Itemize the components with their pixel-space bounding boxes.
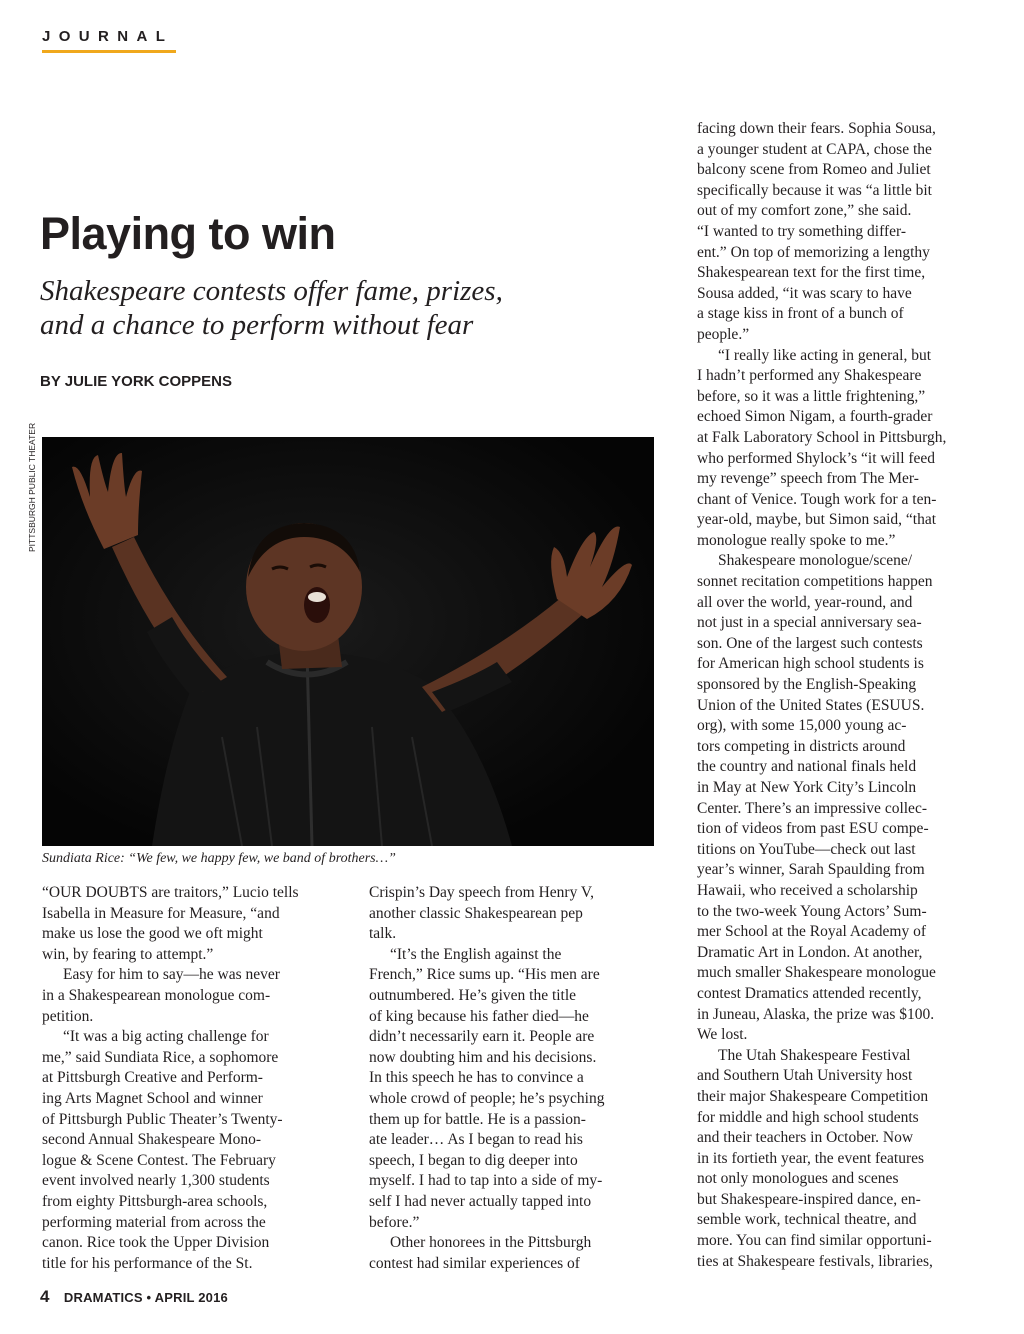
drop-in-lead: “OUR DOUBTS [42,884,148,901]
article-photo [42,437,654,846]
body-line: Shakespearean text for the first time, [697,264,926,282]
body-line: at Pittsburgh Creative and Perform- [42,1069,263,1087]
body-line: mer School at the Royal Academy of [697,923,926,941]
body-line: who performed Shylock’s “it will feed [697,449,936,467]
body-line: of Pittsburgh Public Theater’s Twenty- [42,1110,283,1128]
body-line: from eighty Pittsburgh-area schools, [42,1192,268,1210]
body-line: “I really like acting in general, but [718,346,932,364]
body-line: Center. There’s an impressive collec- [697,799,927,817]
body-line: petition. [42,1007,94,1025]
article-column-2 [369,883,659,1274]
photo-caption: Sundiata Rice: “We few, we happy few, we band of brothers…” [42,851,396,866]
body-line: Union of the United States (ESUUS. [697,696,925,714]
body-line: sponsored by the English-Speaking [697,676,917,694]
body-line: self I had never actually tapped into [369,1192,592,1210]
body-line: logue & Scene Contest. The February [42,1151,276,1169]
body-line: my revenge” speech from The Mer- [697,470,919,488]
body-line: Isabella in Measure for Measure, “and [42,904,280,922]
body-line: now doubting him and his decisions. [369,1048,597,1066]
body-line: contest Dramatics attended recently, [697,984,922,1002]
section-rule [42,50,176,53]
page-footer [40,1287,228,1307]
body-line: of king because his father died—he [369,1007,589,1025]
performer-illustration [42,437,654,846]
body-line: in its fortieth year, the event features [697,1149,925,1167]
body-line: their major Shakespeare Competition [697,1087,929,1105]
body-line: before.” [369,1213,420,1231]
body-line: another classic Shakespearean pep [369,904,583,922]
body-line: balcony scene from Romeo and Juliet [697,161,931,179]
body-line: Sousa added, “it was scary to have [697,284,912,302]
dek-line: and a chance to perform without fear [40,309,474,341]
body-line: “It’s the English against the [390,945,562,963]
body-line: a younger student at CAPA, chose the [697,140,932,158]
body-line: in a Shakespearean monologue com- [42,986,271,1004]
body-line: myself. I had to tap into a side of my- [369,1172,603,1190]
body-line: ing Arts Magnet School and winner [42,1089,263,1107]
body-line: them up for battle. He is a passion- [369,1110,586,1128]
body-text: are traitors,” Lucio tells [147,884,299,901]
body-line: chant of Venice. Tough work for a ten- [697,490,937,508]
body-line: didn’t necessarily earn it. People are [369,1028,595,1046]
body-line: echoed Simon Nigam, a fourth-grader [697,408,933,426]
body-line: semble work, technical theatre, and [697,1211,917,1229]
body-line: contest had similar experiences of [369,1254,580,1272]
photo-credit: PITTSBURGH PUBLIC THEATER [27,422,37,552]
body-line: second Annual Shakespeare Mono- [42,1131,262,1149]
body-line: Crispin’s Day speech from Henry V, [369,884,595,901]
body-line: Dramatic Art in London. At another, [697,943,923,961]
body-line: in May at New York City’s Lincoln [697,779,917,796]
body-line: tors competing in districts around [697,737,906,755]
body-line: ties at Shakespeare festivals, libraries, [697,1252,933,1270]
body-line: event involved nearly 1,300 students [42,1172,270,1190]
body-line: before, so it was a little frightening,” [697,387,926,405]
body-line: sonnet recitation competitions happen [697,573,933,591]
body-line: win, by fearing to attempt.” [42,945,214,963]
body-line: “I wanted to try something differ- [697,222,907,240]
body-line: I hadn’t performed any Shakespeare [697,367,922,385]
body-line: Easy for him to say—he was never [63,966,280,984]
body-line: Other honorees in the Pittsburgh [390,1234,592,1252]
body-line: me,” said Sundiata Rice, a sophomore [42,1048,279,1066]
body-line: Hawaii, who received a scholarship [697,881,918,899]
article-column-3 [697,119,997,1272]
body-line: but Shakespeare-inspired dance, en- [697,1190,921,1208]
byline: BY JULIE YORK COPPENS [40,373,232,390]
body-line: much smaller Shakespeare monologue [697,964,936,982]
body-line: out of my comfort zone,” she said. [697,202,912,220]
body-line: We lost. [697,1026,748,1044]
body-line: in Juneau, Alaska, the prize was $100. [697,1005,935,1023]
body-line: canon. Rice took the Upper Division [42,1234,270,1252]
body-line: monologue really spoke to me.” [697,531,896,549]
body-line: ate leader… As I began to read his [369,1131,583,1149]
body-line: “It was a big acting challenge for [63,1028,269,1046]
body-line: for American high school students is [697,655,924,673]
body-line: French,” Rice sums up. “His men are [369,966,600,984]
body-line: tion of videos from past ESU compe- [697,820,929,838]
body-line: The Utah Shakespeare Festival [718,1046,911,1064]
body-line: facing down their fears. Sophia Sousa, [697,120,936,137]
publication-info: DRAMATICS • APRIL 2016 [63,1290,228,1305]
body-line: and their teachers in October. Now [697,1129,914,1147]
body-line: at Falk Laboratory School in Pittsburgh, [697,428,947,446]
body-line: for middle and high school students [697,1108,919,1126]
body-line: more. You can find similar opportuni- [697,1232,932,1250]
body-line: title for his performance of the St. [42,1254,253,1272]
body-line: speech, I began to dig deeper into [369,1151,578,1169]
body-line: talk. [369,925,397,943]
article-headline: Playing to win [40,208,336,259]
article-dek [40,274,640,342]
body-line: make us lose the good we oft might [42,925,263,943]
body-line: Shakespeare monologue/scene/ [718,552,913,570]
body-line: year’s winner, Sarah Spaulding from [697,861,925,879]
body-line: performing material from across the [42,1213,266,1231]
body-line: the country and national finals held [697,758,917,776]
body-line: ent.” On top of memorizing a lengthy [697,243,930,261]
body-line: not just in a special anniversary sea- [697,614,922,632]
body-line: outnumbered. He’s given the title [369,986,577,1004]
body-line [42,883,342,904]
body-line: not only monologues and scenes [697,1170,899,1188]
body-line: year-old, maybe, but Simon said, “that [697,511,937,529]
body-line: In this speech he has to convince a [369,1069,584,1087]
body-line: to the two-week Young Actors’ Sum- [697,902,927,920]
body-line: and Southern Utah University host [697,1067,913,1085]
body-line: son. One of the largest such contests [697,634,923,652]
body-line: people.” [697,325,750,343]
section-label: JOURNAL [42,28,174,45]
body-line: specifically because it was “a little bit [697,181,932,199]
body-line: org), with some 15,000 young ac- [697,717,907,735]
body-line: all over the world, year-round, and [697,593,913,611]
page-number: 4 [40,1287,50,1306]
body-line: titions on YouTube—check out last [697,840,916,858]
dek-line: Shakespeare contests offer fame, prizes, [40,275,503,307]
body-line: whole crowd of people; he’s psyching [369,1089,605,1107]
body-line: a stage kiss in front of a bunch of [697,305,904,323]
article-column-1 [42,883,342,1274]
